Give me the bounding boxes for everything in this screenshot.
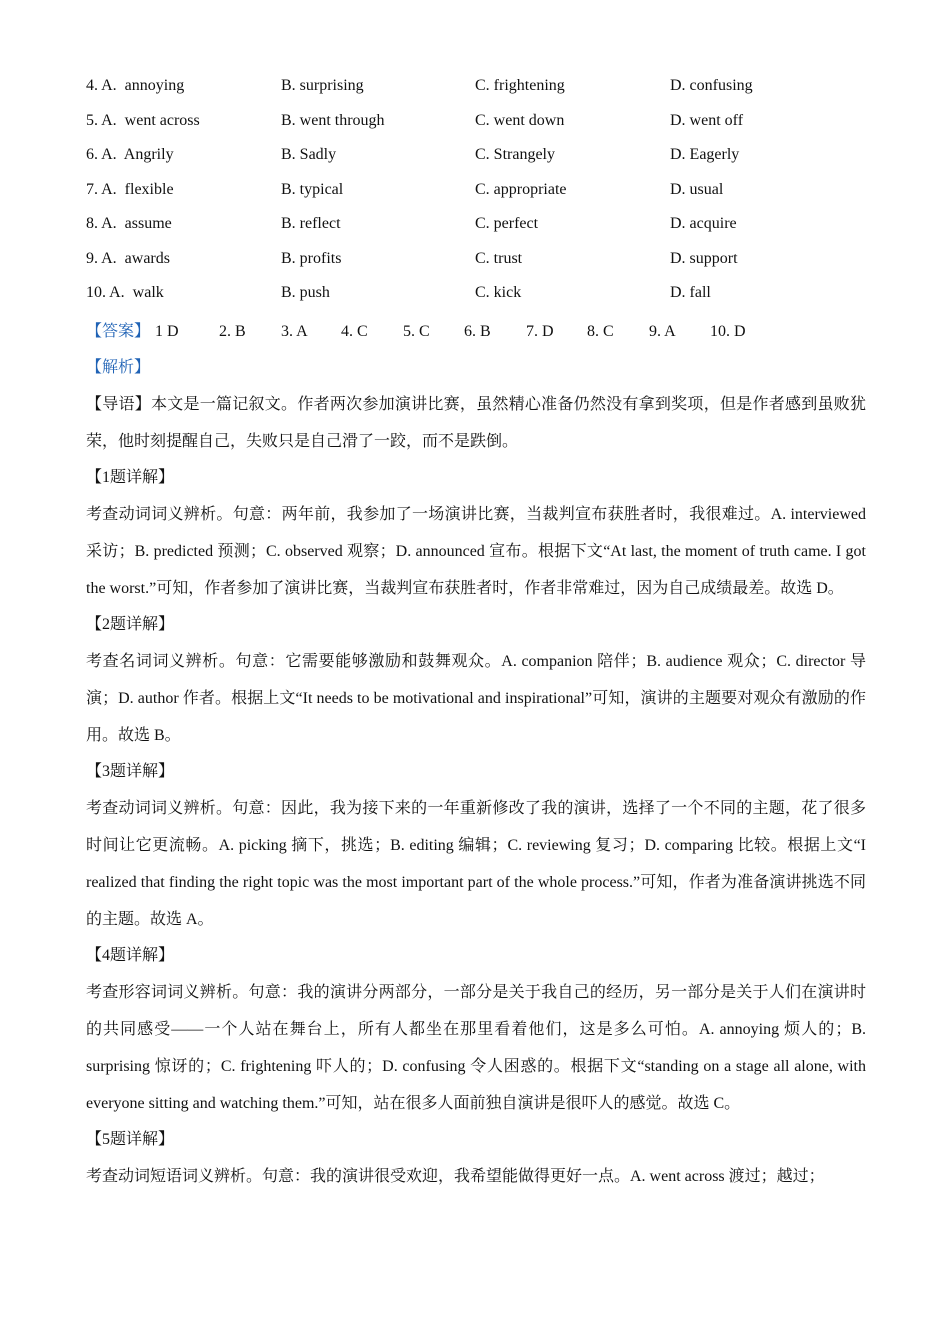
- options-list: [86, 72, 866, 314]
- option-b: B. profits: [281, 249, 342, 267]
- option-row-4: [86, 72, 866, 107]
- section-3: [86, 754, 866, 938]
- answer-item: 6. B: [464, 322, 491, 340]
- section-title: 【5题详解】: [86, 1130, 175, 1148]
- option-d: D. support: [670, 249, 738, 267]
- answer-item: 9. A: [649, 322, 676, 340]
- section-1: [86, 460, 866, 607]
- answer-label: 【答案】: [86, 322, 151, 340]
- option-c: C. trust: [475, 249, 523, 267]
- option-a: 10. A. walk: [86, 284, 164, 301]
- answer-item: 8. C: [587, 322, 614, 340]
- option-d: D. went off: [670, 111, 744, 129]
- document-page: [86, 72, 866, 1195]
- section-text: 考查形容词词义辨析。句意：我的演讲分两部分，一部分是关于我自己的经历，另一部分是关于人们在演讲时的共同感受——一个人站在舞台上，所有人都坐在那里看着他们，这是多么可怕。A. annoying 烦人的；B. surprising 惊讶的；C. frightening 吓人的；D. confusing 令人困惑的。根据下文“standing on a stage all alone, with everyone sitting and watching them.”可知，站在很多人面前独自演讲是很吓人的感觉。故选 C。: [86, 983, 866, 1112]
- option-d: D. acquire: [670, 215, 737, 232]
- option-c: C. frightening: [475, 77, 565, 94]
- answer-key: [86, 314, 866, 350]
- answer-item: 10. D: [710, 322, 746, 340]
- section-title: 【3题详解】: [86, 762, 175, 780]
- section-5: [86, 1122, 866, 1195]
- option-c: C. appropriate: [475, 180, 567, 198]
- answer-item: 1 D: [155, 322, 179, 340]
- section-text: 考查动词词义辨析。句意：两年前，我参加了一场演讲比赛，当裁判宣布获胜者时，我很难过。A. interviewed 采访；B. predicted 预测；C. observed 观察；D. announced 宣布。根据下文“At last, the moment of truth came. I got the worst.”可知，作者参加了演讲比赛，当裁判宣布获胜者时，作者非常难过，因为自己成绩最差。故选 D。: [86, 505, 866, 597]
- intro-paragraph: 【导语】本文是一篇记叙文。作者两次参加演讲比赛，虽然精心准备仍然没有拿到奖项，但是作者感到虽败犹荣，他时刻提醒自己，失败只是自己滑了一跤，而不是跌倒。: [86, 395, 866, 450]
- option-c: C. kick: [475, 284, 522, 301]
- option-b: B. Sadly: [281, 146, 337, 163]
- option-row-6: [86, 141, 866, 176]
- option-row-7: [86, 176, 866, 211]
- option-a: 7. A. flexible: [86, 180, 174, 198]
- section-title: 【4题详解】: [86, 946, 175, 964]
- answer-item: 3. A: [281, 322, 308, 340]
- option-a: 6. A. Angrily: [86, 146, 174, 163]
- answer-item: 4. C: [341, 322, 368, 340]
- section-2: [86, 607, 866, 754]
- option-d: D. Eagerly: [670, 146, 740, 163]
- option-b: B. surprising: [281, 77, 364, 94]
- option-b: B. reflect: [281, 215, 341, 232]
- option-b: B. push: [281, 284, 330, 301]
- section-text: 考查动词短语词义辨析。句意：我的演讲很受欢迎，我希望能做得更好一点。A. went across 渡过；越过；: [86, 1167, 825, 1185]
- option-b: B. typical: [281, 180, 344, 198]
- option-b: B. went through: [281, 111, 385, 129]
- option-row-5: [86, 107, 866, 142]
- option-a: 8. A. assume: [86, 215, 172, 232]
- section-text: 考查动词词义辨析。句意：因此，我为接下来的一年重新修改了我的演讲，选择了一个不同的主题，花了很多时间让它更流畅。A. picking 摘下，挑选；B. editing 编辑；C. reviewing 复习；D. comparing 比较。根据上文“I realized that finding the right topic was the most important part of the whole process.”可知，作者为准备演讲挑选不同的主题。故选 A。: [86, 799, 866, 928]
- section-title: 【2题详解】: [86, 615, 175, 633]
- answer-item: 5. C: [403, 322, 430, 340]
- option-d: D. confusing: [670, 77, 753, 94]
- option-a: 4. A. annoying: [86, 77, 185, 94]
- section-4: [86, 938, 866, 1122]
- option-d: D. fall: [670, 284, 711, 301]
- option-row-8: [86, 210, 866, 245]
- analysis-label: 【解析】: [86, 358, 151, 376]
- answer-item: 7. D: [526, 322, 554, 340]
- section-title: 【1题详解】: [86, 468, 175, 486]
- option-a: 5. A. went across: [86, 111, 200, 129]
- option-c: C. went down: [475, 111, 565, 129]
- option-c: C. perfect: [475, 215, 539, 232]
- answer-item: 2. B: [219, 322, 246, 340]
- option-c: C. Strangely: [475, 146, 555, 163]
- option-d: D. usual: [670, 180, 724, 198]
- section-text: 考查名词词义辨析。句意：它需要能够激励和鼓舞观众。A. companion 陪伴；B. audience 观众；C. director 导演；D. author 作者。根据上文“It needs to be motivational and inspirational”可知，演讲的主题要对观众有激励的作用。故选 B。: [86, 652, 866, 744]
- option-row-10: [86, 279, 866, 314]
- option-a: 9. A. awards: [86, 249, 170, 267]
- option-row-9: [86, 245, 866, 280]
